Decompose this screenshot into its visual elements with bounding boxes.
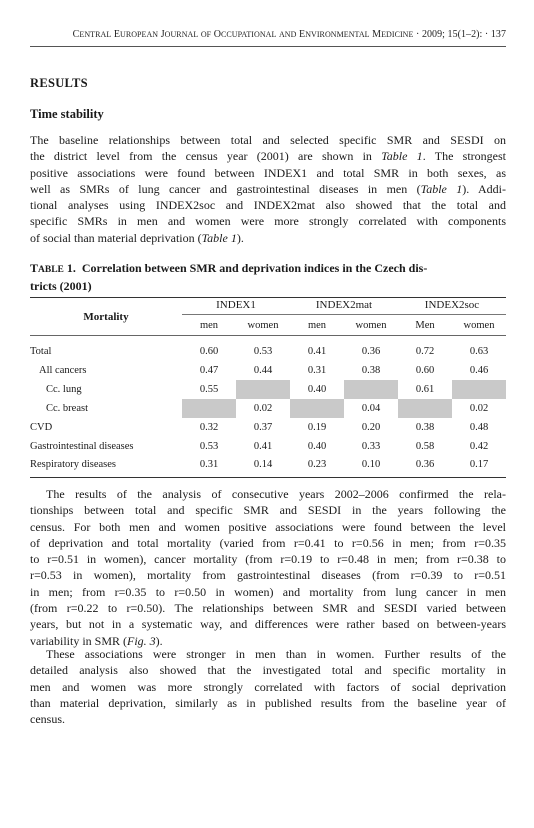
value-cell: 0.19 [307,421,327,433]
text-line: census. [30,712,65,727]
table-row [30,380,506,399]
text-line: of deprivation and total mortality (varied from r=0.41 to r=0.56 in men; from r=0.35 [30,535,506,550]
value-cell: 0.33 [361,440,381,452]
value-cell: 0.63 [469,345,489,357]
text-line: The baseline relationships between total and selected specific SMR and SESDI on [30,133,506,147]
table-row [30,418,506,437]
value-cell: 0.60 [415,364,435,376]
group-header-index2mat: INDEX2mat [290,298,398,316]
paragraph-2 [30,486,506,649]
row-label: Respiratory diseases [30,458,117,470]
value-cell: 0.48 [469,421,489,433]
mortality-header: Mortality [30,298,182,336]
value-cell: 0.60 [199,345,219,357]
value-cell: 0.23 [307,458,327,470]
table-row [30,456,506,478]
value-cell: 0.53 [253,345,273,357]
value-cell: 0.20 [361,421,381,433]
text-line: specific SMRs in men and women were more strongly correlated with components [30,214,506,229]
text-line: r=0.53 in women), mortality from gastrointestinal diseases (from r=0.39 to r=0.51 [30,568,506,583]
text-line: tional analyses using INDEX2soc and INDEX2mat also showed that the total and [30,198,506,213]
text-line: in men; from r=0.35 to r=0.50 in women) and mortality from lung cancer in men [30,584,506,599]
text-line: tionships between total and specific SMR and SESDI in the years following the [30,503,506,518]
value-cell: 0.36 [415,458,435,470]
value-cell: 0.17 [469,458,489,470]
shaded-cell [398,399,452,418]
row-label: Gastrointestinal diseases [30,440,134,452]
text-line: than material deprivation, similarly as in published results from the baseline year of [30,695,506,710]
value-cell: 0.38 [415,421,435,433]
value-cell: 0.37 [253,421,273,433]
table-row [30,361,506,380]
shaded-cell [290,399,344,418]
value-cell: 0.02 [469,402,489,414]
value-cell: 0.41 [253,440,273,452]
row-label: Cc. lung [46,383,82,395]
value-cell: 0.44 [253,364,273,376]
text-line: These associations were stronger in men than in women. Further results of the [46,647,506,661]
value-cell: 0.32 [199,421,219,433]
subheader: Men [415,319,435,331]
text-line: years, but not in a systematic way, and differences were rather based on between-years [30,617,506,632]
text-line: to r=0.51 in women), cancer mortality (from r=0.19 to r=0.48 in men; from r=0.38 to [30,552,506,567]
value-cell: 0.31 [307,364,327,376]
section-title: RESULTS [30,76,88,90]
shaded-cell [452,380,506,399]
group-header-index2soc: INDEX2soc [398,298,506,316]
group-header-index1: INDEX1 [182,298,290,316]
value-cell: 0.72 [415,345,435,357]
row-label: CVD [30,421,53,433]
subheader: women [355,319,387,331]
value-cell: 0.61 [415,383,435,395]
table-row [30,437,506,456]
table-caption: TABLE 1. Correlation between SMR and deprivation indices in the Czech dis- tricts (2001) [30,261,428,293]
header-rule [30,46,506,47]
value-cell: 0.40 [307,383,327,395]
text-line: of social than material deprivation (Table 1). [30,230,244,245]
citation: · 2009; 15(1–2): · 137 [416,29,506,40]
subheader: women [247,319,279,331]
shaded-cell [236,380,290,399]
subheader: men [199,319,219,331]
table-row [30,336,506,361]
text-line: variability in SMR (Fig. 3). [30,633,163,648]
table-row [30,399,506,418]
value-cell: 0.31 [199,458,219,470]
text-line: men and women was more strongly correlated with factors of social deprivation [30,679,506,694]
value-cell: 0.53 [199,440,219,452]
correlation-table [30,297,506,478]
value-cell: 0.58 [415,440,435,452]
value-cell: 0.36 [361,345,381,357]
value-cell: 0.40 [307,440,327,452]
text-line: The results of the analysis of consecutive years 2002–2006 confirmed the rela- [46,487,506,501]
paragraph-1 [30,132,506,246]
value-cell: 0.04 [361,402,381,414]
subheader: women [463,319,495,331]
value-cell: 0.46 [469,364,489,376]
subheader: men [307,319,327,331]
shaded-cell [182,399,236,418]
row-label: All cancers [39,364,87,376]
row-label: Total [30,345,52,357]
value-cell: 0.47 [199,364,219,376]
running-header: CENTRAL EUROPEAN JOURNAL OF OCCUPATIONAL AND ENVIRONMENTAL MEDICINE · 2009; 15(1–2): · 137 [72,29,506,40]
value-cell: 0.10 [361,458,381,470]
value-cell: 0.55 [199,383,219,395]
value-cell: 0.38 [361,364,381,376]
text-line: well as SMRs of lung cancer and gastrointestinal diseases in men (Table 1). Addi- [30,181,506,196]
text-line: detailed analysis also showed that the investigated total and specific mortality in [30,663,506,678]
text-line: the district level from the census year (2001) are shown in Table 1. The strongest [30,149,506,164]
text-line: positive associations were found between INDEX1 and total SMR in both sexes, as [30,165,506,180]
text-line: census. For both men and women positive associations were found between the level [30,519,506,534]
subsection-title: Time stability [30,107,104,121]
shaded-cell [344,380,398,399]
text-line: (from r=0.22 to r=0.50). The relationships between SMR and SESDI varied between [30,601,506,616]
value-cell: 0.02 [253,402,273,414]
value-cell: 0.42 [469,440,489,452]
value-cell: 0.14 [253,458,273,470]
paragraph-3 [30,646,506,727]
row-label: Cc. breast [46,402,88,414]
value-cell: 0.41 [307,345,327,357]
